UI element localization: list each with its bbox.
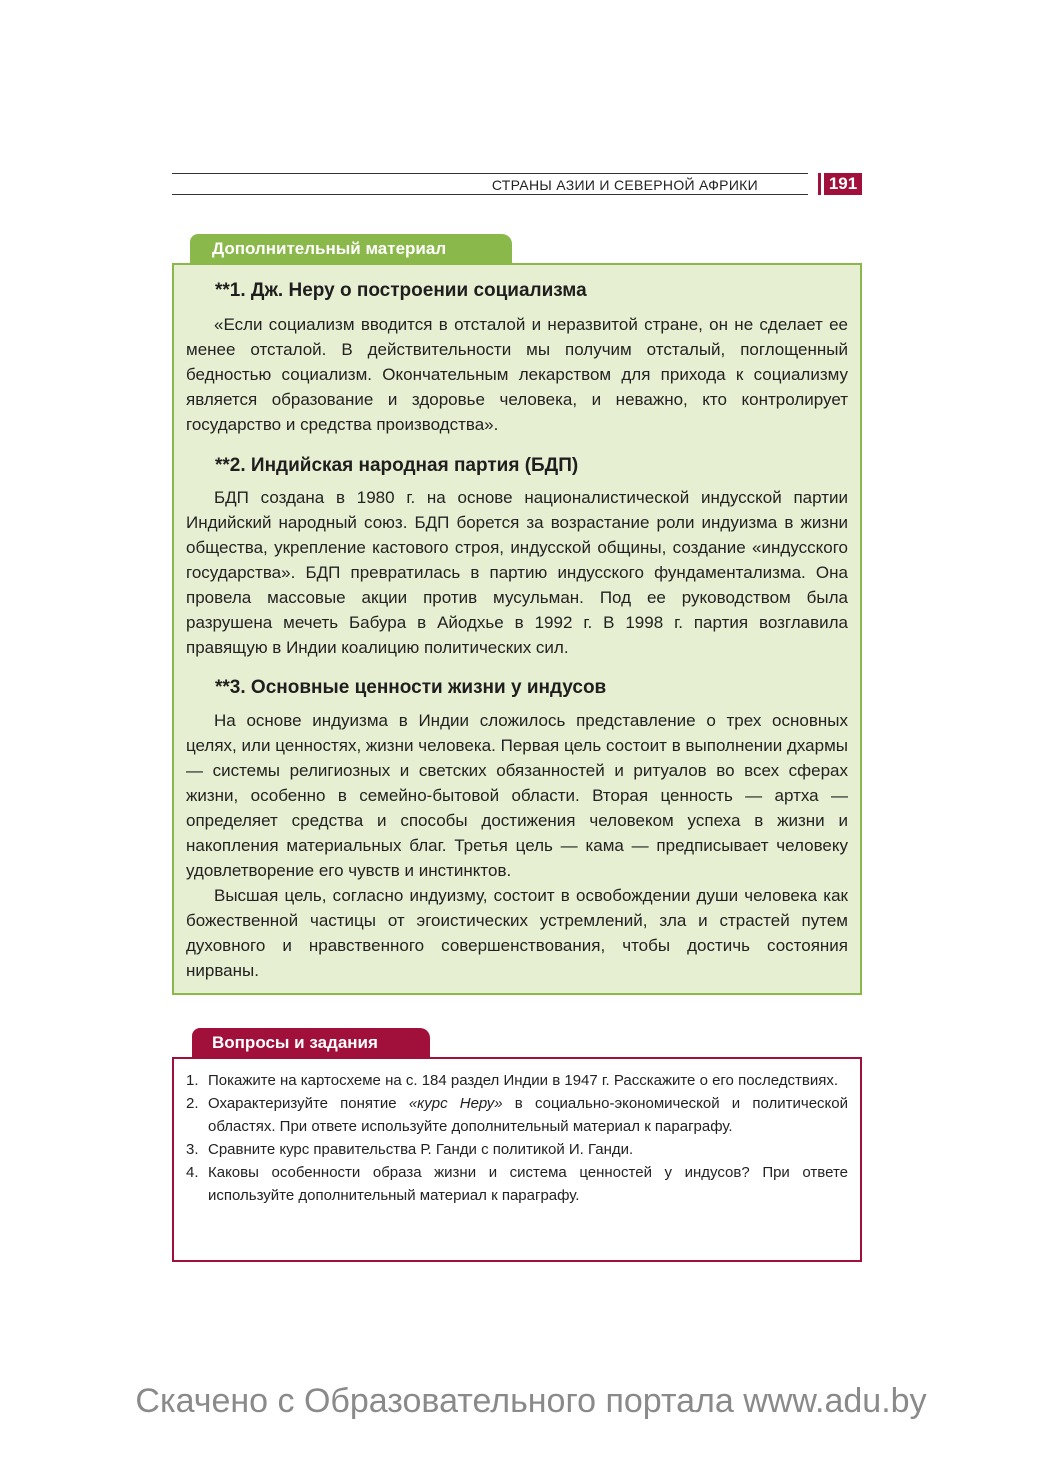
section-3-paragraph-1: На основе индуизма в Индии сложилось представление о трех основных целях, или ценностях, жизни человека. Первая цель состоит в выполнении дхармы — системы религиозных и светских обязанностей и ритуалов во всех сферах жизни, особенно в семейно-бытовой области. Вторая ценность — артха — определяет средства и способы достижения человеком успеха в жизни и накопления материальных благ. Третья цель — кама — предписывает человеку удовлетворение его чувств и инстинктов. bbox=[186, 711, 848, 880]
question-item bbox=[186, 1069, 848, 1092]
watermark: Скачено с Образовательного портала www.adu.by bbox=[135, 1382, 927, 1420]
questions-list bbox=[186, 1069, 848, 1207]
question-item bbox=[186, 1161, 848, 1207]
section-3-paragraph-2: Высшая цель, согласно индуизму, состоит в освобождении души человека как божественной частицы от эгоистических устремлений, зла и страстей путем духовного и нравственного совершенствования, чтобы достичь состояния нирваны. bbox=[186, 886, 848, 980]
header-rule-top bbox=[172, 173, 808, 174]
chapter-title: СТРАНЫ АЗИИ И СЕВЕРНОЙ АФРИКИ bbox=[491, 177, 758, 193]
section-2-paragraph: БДП создана в 1980 г. на основе националистической индусской партии Индийский народный союз. БДП борется за возрастание роли индуизма в жизни общества, укрепление кастового строя, индусской общины, создание «индусского государства». БДП превратилась в партию индусского фундаментализма. Она провела массовые акции против мусульман. Под ее руководством была разрушена мечеть Бабура в Айодхье в 1992 г. В 1998 г. партия возглавила правящую в Индии коалицию политических сил. bbox=[186, 488, 848, 657]
question-text-start: Охарактеризуйте понятие bbox=[208, 1095, 409, 1112]
question-text-end: в социально-экономической и политической областях. При ответе используйте дополнительный материал к параграфу. bbox=[208, 1095, 848, 1135]
header-rule-bottom bbox=[172, 194, 808, 195]
question-number: 3. bbox=[186, 1141, 199, 1158]
question-item bbox=[186, 1092, 848, 1138]
section-1-paragraph: «Если социализм вводится в отсталой и неразвитой стране, он не сделает ее менее отсталой. В действительности мы получим отсталый, поглощенный бедностью социализм. Окончательным лекарством для прихода к социализму является образование и здоровье человека, и неважно, кто контролирует государство и средства производства». bbox=[186, 315, 848, 434]
page-number-bar bbox=[818, 173, 821, 195]
question-item bbox=[186, 1138, 848, 1161]
section-1-title: **1. Дж. Неру о построении социализма bbox=[215, 280, 587, 301]
question-text: Сравните курс правительства Р. Ганди с политикой И. Ганди. bbox=[208, 1141, 634, 1158]
question-number: 1. bbox=[186, 1072, 199, 1089]
section-2-title: **2. Индийская народная партия (БДП) bbox=[215, 455, 579, 476]
question-number: 4. bbox=[186, 1164, 199, 1181]
section-3-title: **3. Основные ценности жизни у индусов bbox=[215, 677, 607, 698]
questions-tab: Вопросы и задания bbox=[192, 1028, 430, 1058]
extra-material-tab: Дополнительный материал bbox=[190, 234, 512, 264]
question-text: Каковы особенности образа жизни и система ценностей у индусов? При ответе используйте дополнительный материал к параграфу. bbox=[208, 1164, 848, 1204]
page-number: 191 bbox=[824, 173, 862, 195]
question-number: 2. bbox=[186, 1095, 199, 1112]
running-header bbox=[172, 168, 862, 198]
question-text: Покажите на картосхеме на с. 184 раздел Индии в 1947 г. Расскажите о его последствиях. bbox=[208, 1072, 839, 1089]
question-term: «курс Неру» bbox=[408, 1095, 503, 1112]
